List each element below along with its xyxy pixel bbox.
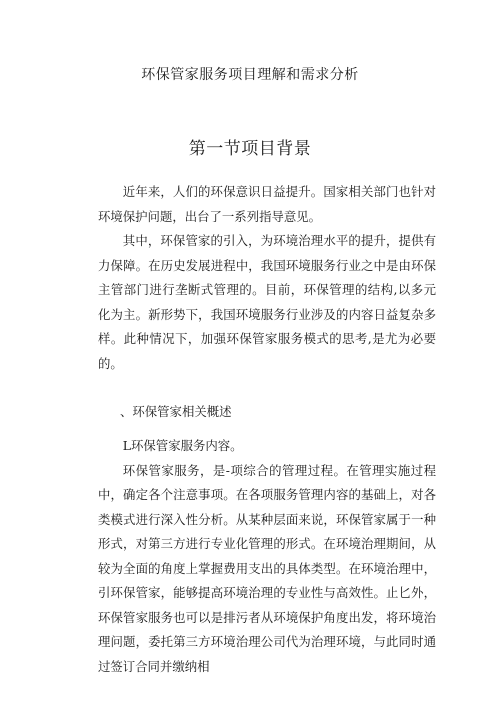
overview-subheading: 、环保管家相关概述 [120, 404, 232, 419]
paragraph-overview-2: 环保管家服务，是-项综合的管理过程。在管理实施过程中，确定各个注意事项。在各项服务管理内容的基础上，对各类模式进行深入性分析。从某种层面来说，环保管家属于一种形式，对第三方进行专业化管理的形式。在环境治理期间，从较为全面的角度上掌握费用支出的具体类型。在环境治理中，引环保管家，能够提高环境治理的专业性与高效性。止匕外，环保管家服务也可以是排污者从环境保护角度出发，将环境治理问题，委托第三方环境治理公司代为治理环境，与此同时通过签订合同并缴纳相 [98, 462, 436, 674]
document-title: 环保管家服务项目理解和需求分析 [141, 67, 359, 83]
paragraph-intro-1: 近年来，人们的环保意识日益提升。国家相关部门也针对环境保护问题，出台了一系列指导意见。 [98, 184, 436, 224]
intro-text-block [98, 180, 436, 376]
overview-text-block [98, 434, 436, 679]
paragraph-intro-2: 其中，环保管家的引入，为环境治理水平的提升，提供有力保障。在历史发展进程中，我国环境服务行业之中是由环保主管部门进行垄断式管理的。目前，环保管理的结构,以多元化为主。新形势下，我国环境服务行业涉及的内容日益复杂多样。此种情况下，加强环保管家服务模式的思考,是尤为必要的。 [98, 233, 436, 371]
paragraph-overview-1: L环保管家服务内容。 [122, 438, 243, 453]
section-heading: 第一节项目背景 [188, 139, 312, 159]
